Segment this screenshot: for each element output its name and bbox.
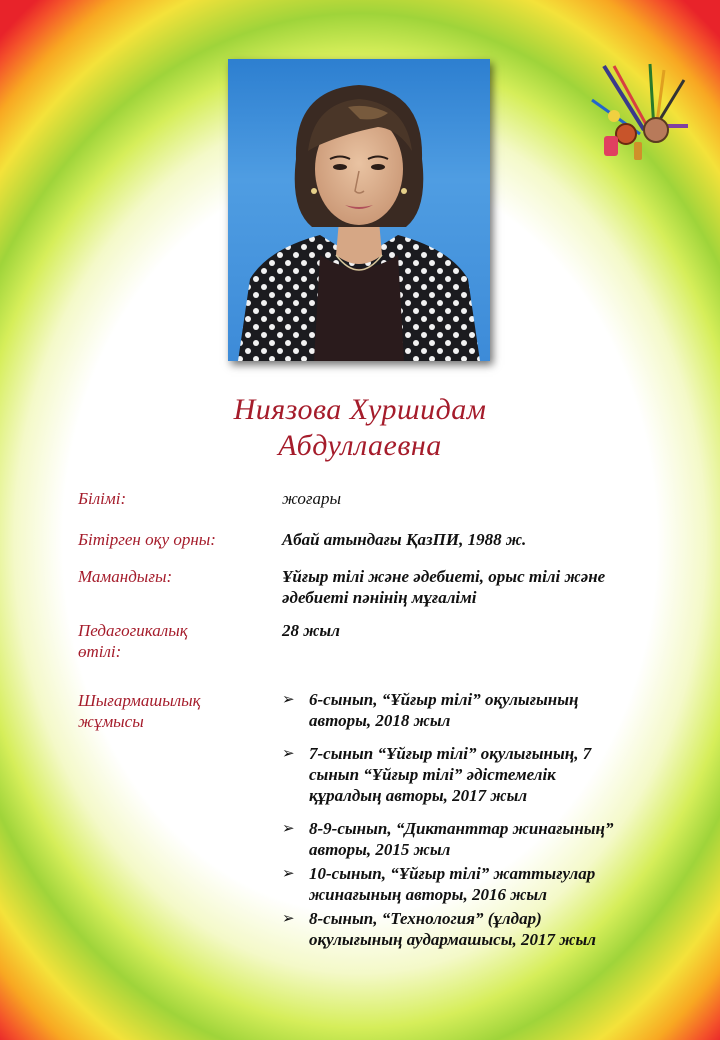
works-line: жинағының авторы, 2016 жыл	[309, 885, 547, 904]
name-line-2: Абдуллаевна	[278, 429, 442, 462]
experience-label	[78, 620, 268, 662]
works-list-item	[282, 743, 662, 806]
specialty-value-line-2: әдебиеті пәнінің мұғалімі	[282, 588, 477, 607]
arrow-bullet-icon: ➢	[282, 909, 295, 927]
specialty-value	[282, 566, 652, 608]
works-line: авторы, 2018 жыл	[309, 711, 451, 730]
graduated-label: Бітірген оқу орны:	[78, 530, 216, 549]
works-list-item	[282, 689, 662, 731]
experience-label-line-2: өтілі:	[78, 642, 122, 661]
works-list-item	[282, 908, 662, 950]
arrow-bullet-icon: ➢	[282, 819, 295, 837]
creative-label-line-1: Шығармашылық	[78, 691, 201, 710]
arrow-bullet-icon: ➢	[282, 690, 295, 708]
creative-label	[78, 690, 268, 732]
works-line: құралдың авторы, 2017 жыл	[309, 786, 528, 805]
experience-value: 28 жыл	[282, 621, 340, 640]
works-line: сынып “Ұйғыр тілі” әдістемелік	[309, 765, 556, 784]
specialty-value-line-1: Ұйғыр тілі және әдебиеті, орыс тілі және	[282, 567, 606, 586]
works-list	[282, 689, 662, 950]
education-label: Білімі:	[78, 489, 127, 508]
creative-label-line-2: жұмысы	[78, 712, 144, 731]
arrow-bullet-icon: ➢	[282, 744, 295, 762]
works-line: оқулығының аудармашысы, 2017 жыл	[309, 930, 596, 949]
name-line-1: Ниязова Хуршидам	[233, 393, 487, 426]
works-line: 6-сынып, “Ұйғыр тілі” оқулығының	[309, 690, 579, 709]
art-supplies-icon	[584, 60, 694, 170]
works-line: 10-сынып, “Ұйғыр тілі” жаттығулар	[309, 864, 596, 883]
experience-label-line-1: Педагогикалық	[78, 621, 188, 640]
works-line: 8-9-сынып, “Диктанттар жинағының”	[309, 819, 614, 838]
arrow-bullet-icon: ➢	[282, 864, 295, 882]
person-name	[0, 392, 720, 464]
education-value: жоғары	[282, 489, 342, 508]
works-line: 8-сынып, “Технология” (ұлдар)	[309, 909, 542, 928]
works-list-item	[282, 818, 662, 860]
portrait-photo	[228, 59, 490, 361]
works-line: авторы, 2015 жыл	[309, 840, 451, 859]
specialty-label: Мамандығы:	[78, 567, 173, 586]
works-line: 7-сынып “Ұйғыр тілі” оқулығының, 7	[309, 744, 592, 763]
works-list-item	[282, 863, 662, 905]
graduated-value: Абай атындағы ҚазПИ, 1988 ж.	[282, 530, 527, 549]
